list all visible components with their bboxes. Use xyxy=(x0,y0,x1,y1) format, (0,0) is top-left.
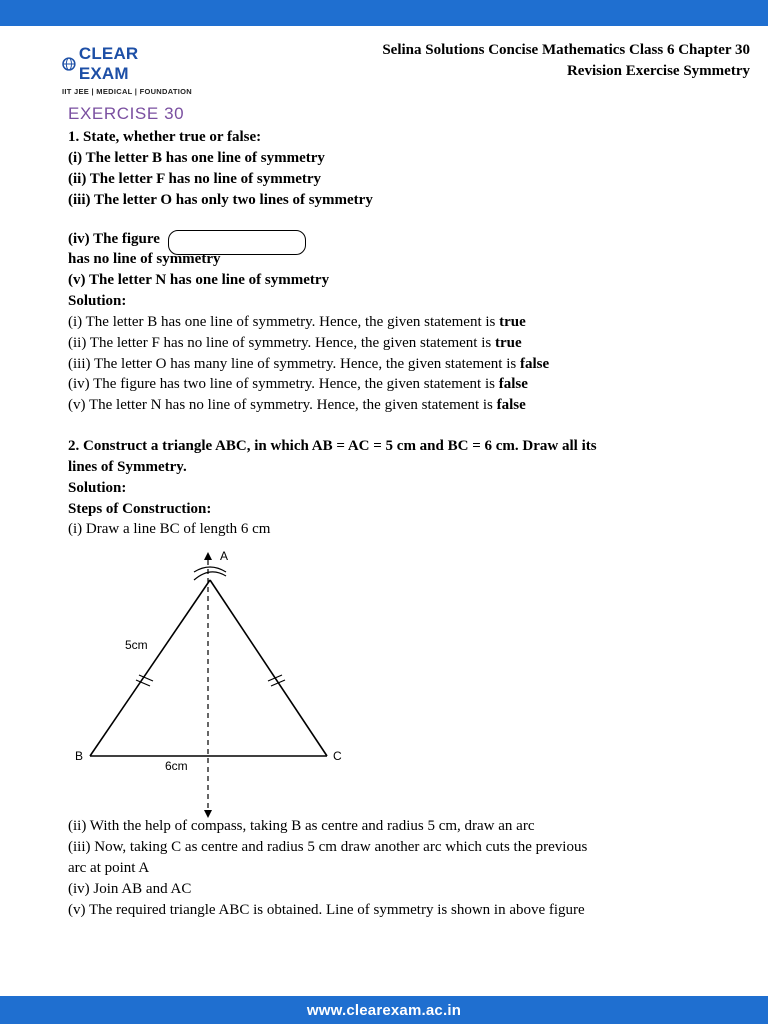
q2-steps-label: Steps of Construction: xyxy=(68,501,212,517)
vertex-a-label: A xyxy=(220,549,229,563)
compass-arc-from-c xyxy=(194,572,226,580)
page-header-title xyxy=(382,40,750,82)
compass-arc-from-b xyxy=(194,567,226,572)
solution-text: (iii) The letter O has many line of symmetry. Hence, the given statement is xyxy=(68,356,520,372)
solution-answer: false xyxy=(496,397,526,413)
q2-heading-line2: lines of Symmetry. xyxy=(68,459,187,475)
solution-answer: false xyxy=(498,376,528,392)
vertex-c-label: C xyxy=(333,749,342,763)
solution-text: (ii) The letter F has no line of symmetry. Hence, the given statement is xyxy=(68,335,495,351)
solution-text: (i) The letter B has one line of symmetry. Hence, the given statement is xyxy=(68,314,500,330)
solution-answer: true xyxy=(499,314,526,330)
triangle-abc-construction xyxy=(60,540,360,822)
arrow-down-icon xyxy=(204,810,212,818)
q2-step-2: (ii) With the help of compass, taking B as centre and radius 5 cm, draw an arc xyxy=(68,818,535,834)
vertex-b-label: B xyxy=(75,749,84,763)
q2-solution-label: Solution: xyxy=(68,480,127,496)
q2-step-4: (iv) Join AB and AC xyxy=(68,881,192,897)
q1-solution-1 xyxy=(68,314,526,331)
q1-solution-3 xyxy=(68,356,549,373)
logo-tagline: IIT JEE | MEDICAL | FOUNDATION xyxy=(62,87,193,96)
q1-item-4-text: (iv) The figure xyxy=(68,231,160,247)
footer-banner xyxy=(0,996,768,1024)
q1-solution-2 xyxy=(68,335,522,352)
logo-text: CLEAR EXAM xyxy=(78,44,139,83)
solution-text: (v) The letter N has no line of symmetry. Hence, the given statement is xyxy=(68,397,497,413)
exercise-title: EXERCISE 30 xyxy=(68,104,185,123)
q2-step-5: (v) The required triangle ABC is obtained. Line of symmetry is shown in above figure xyxy=(68,902,585,918)
side-length-label: 5cm xyxy=(125,638,148,652)
arrow-up-icon xyxy=(204,552,212,560)
q1-item-3: (iii) The letter O has only two lines of symmetry xyxy=(68,192,373,208)
side-ac xyxy=(210,580,327,756)
globe-icon xyxy=(62,57,76,71)
q1-solution-5 xyxy=(68,397,526,414)
q1-item-2: (ii) The letter F has no line of symmetry xyxy=(68,171,322,187)
solution-answer: false xyxy=(519,356,550,372)
top-banner xyxy=(0,0,768,26)
q1-item-1: (i) The letter B has one line of symmetry xyxy=(68,150,325,166)
header-title-line2: Revision Exercise Symmetry xyxy=(566,63,750,79)
side-ab xyxy=(90,580,210,756)
q2-step-3-line1: (iii) Now, taking C as centre and radius 5 cm draw another arc which cuts the previous xyxy=(68,839,588,855)
q1-solution-label: Solution: xyxy=(68,293,127,309)
tick-mark-ac xyxy=(268,675,282,681)
q2-step-3-line2: arc at point A xyxy=(68,860,150,876)
footer-url-link[interactable]: www.clearexam.ac.in xyxy=(306,1001,462,1019)
solution-answer: true xyxy=(494,335,522,351)
q1-heading: 1. State, whether true or false: xyxy=(68,129,262,145)
q1-item-4-cont: has no line of symmetry xyxy=(68,251,221,267)
clear-exam-logo xyxy=(62,44,192,96)
q2-heading-line1: 2. Construct a triangle ABC, in which AB = AC = 5 cm and BC = 6 cm. Draw all its xyxy=(68,438,597,454)
base-length-label: 6cm xyxy=(165,759,188,773)
q2-step-1: (i) Draw a line BC of length 6 cm xyxy=(68,521,271,537)
q1-item-5: (v) The letter N has one line of symmetry xyxy=(68,272,330,288)
q1-solution-4 xyxy=(68,376,528,393)
solution-text: (iv) The figure has two line of symmetry. Hence, the given statement is xyxy=(68,376,499,392)
header-title-line1: Selina Solutions Concise Mathematics Class 6 Chapter 30 xyxy=(382,42,750,58)
